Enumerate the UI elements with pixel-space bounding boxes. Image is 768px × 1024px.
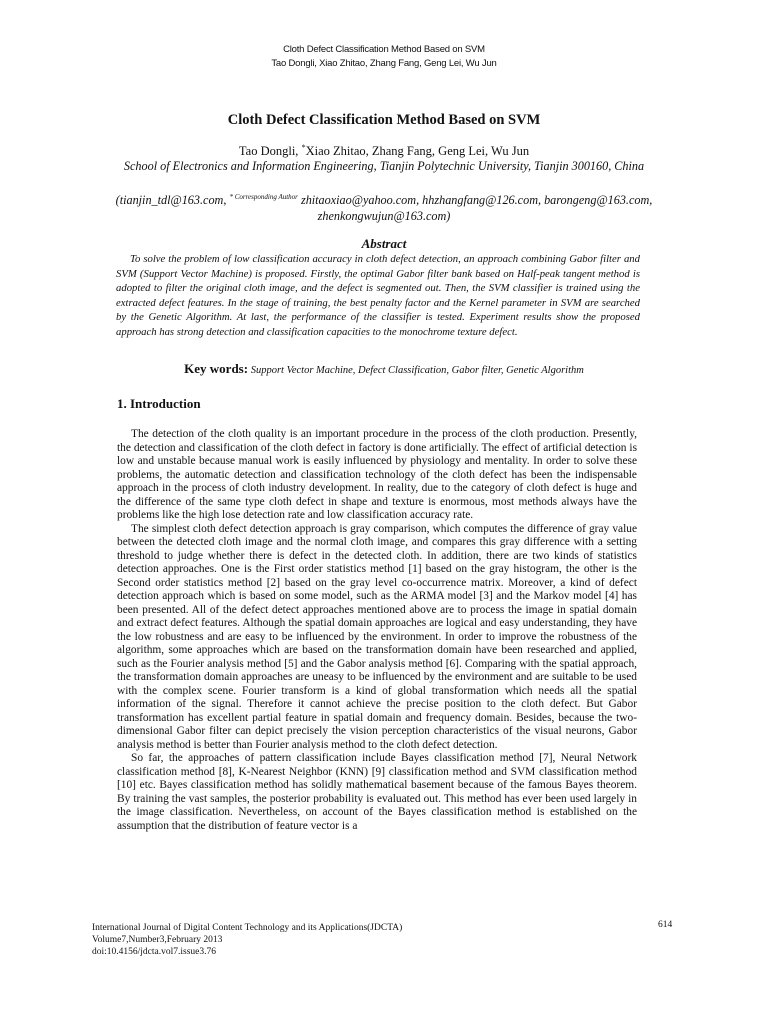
abstract-heading: Abstract [361,236,407,251]
email-part2: zhitaoxiao@yahoo.com, hhzhangfang@126.com, barongeng@163.com, zhenkongwujun@163.com) [297,193,653,223]
paragraph: The detection of the cloth quality is an important procedure in the process of the cloth production. Presently, the detection and classification of the cloth defect in factory is done artificially. The effect of artificial detection is low and unstable because manual work is easily influenced by physiology and mentality. In order to solve these problems, the automatic detection and classification technology of the cloth defect has been the indispensable approach in the process of cloth industry development. In reality, due to the category of cloth defect is huge and the difference of the same type cloth defect in shape and texture is enormous, most methods always have the problems like the high lose detection rate and low classification accuracy rate. [117,428,637,521]
paragraph: So far, the approaches of pattern classification include Bayes classification method [7], Neural Network classification method [8], K-Nearest Neighbor (KNN) [9] classification method and SVM classification method [10] etc. Bayes classification method has solidly mathematical basement because of the famous Bayes theorem. By training the vast samples, the posterior probability is evaluated out. This method has ever been used largely in the image classification. Nevertheless, on account of the Bayes classification method is established on the assumption that the distribution of feature vector is a [117,752,637,832]
corresponding-author-note: * Corresponding Author [229,193,298,201]
abstract-text: To solve the problem of low classification accuracy in cloth defect detection, an approach combining Gabor filter and SVM (Support Vector Machine) is proposed. Firstly, the optimal Gabor filter bank based on Half-peak tangent method is adopted to filter the original cloth image, and the defect is segmented out. Then, the SVM classifier is trained using the extracted defect features. In the stage of training, the best penalty factor and the Kernel parameter in SVM are searched by the Genetic Algorithm. At last, the performance of the classifier is tested. Experiment results show the proposed approach has strong detection and classification capacities to the monochrome texture defect. [116,253,640,338]
author-first: Tao Dongli, [238,144,302,159]
email-part1: (tianjin_tdl@163.com, [115,193,230,207]
keywords-label: Key words: [184,361,249,376]
footer-journal: International Journal of Digital Content Technology and its Applications(JDCTA) [92,923,403,933]
affiliation: School of Electronics and Information Engineering, Tianjin Polytechnic University, Tianjin 300160, China [123,159,645,173]
corresponding-marker: * [301,143,306,152]
section-heading-introduction: 1. Introduction [117,396,201,411]
footer-citation [92,922,402,958]
page-number: 614 [658,920,673,930]
author-emails [110,190,658,224]
keywords-text: Support Vector Machine, Defect Classification, Gabor filter, Genetic Algorithm [248,365,584,376]
author-rest: Xiao Zhitao, Zhang Fang, Geng Lei, Wu Jun [305,144,530,159]
running-header [0,43,768,71]
keywords [0,361,768,377]
footer-volume: Volume7,Number3,February 2013 [92,935,223,945]
running-header-title: Cloth Defect Classification Method Based on SVM [283,44,485,55]
introduction-body [117,428,637,833]
footer-doi: doi:10.4156/jdcta.vol7.issue3.76 [92,947,217,957]
paragraph: The simplest cloth defect detection approach is gray comparison, which computes the difference of gray value between the detected cloth image and the normal cloth image, and compares this gray difference with a setting threshold to judge whether there is defect in the detected cloth. In addition, there are two kinds of statistics detection approaches. One is the First order statistics method [1] based on the gray histogram, the other is the Second order statistics method [2] based on the gray level co-occurrence matrix. Moreover, a kind of defect detection approach which is based on some model, such as the ARMA model [3] and the Markov model [4] has been presented. All of the defect detect approaches mentioned above are to process the image in spatial domain and extract defect features. Although the spatial domain approaches are logical and easy understanding, they have the low robustness and are easy to be influenced by the environment. In order to improve the robustness of the algorithm, some approaches which are based on the transformation domain have been researched and applied, such as the Fourier analysis method [5] and the Gabor analysis method [6]. Comparing with the spatial approach, the transformation domain approaches are uneasy to be influenced by the environment and are suitable to be used with the complex scene. Fourier transform is a kind of global transformation which needs all the spatial information of the signal. Therefore it cannot achieve the precise position to the cloth defect. But Gabor transformation has excellent partial feature in spatial domain and frequency domain. Besides, because the two-dimensional Gabor filter can depict precisely the vision perception characteristics of the visual neurons, Gabor analysis method is better than Fourier analysis method to the cloth defect detection. [117,522,637,751]
author-list [0,143,768,159]
running-header-authors: Tao Dongli, Xiao Zhitao, Zhang Fang, Geng Lei, Wu Jun [271,58,497,69]
paper-title: Cloth Defect Classification Method Based on SVM [227,112,541,128]
